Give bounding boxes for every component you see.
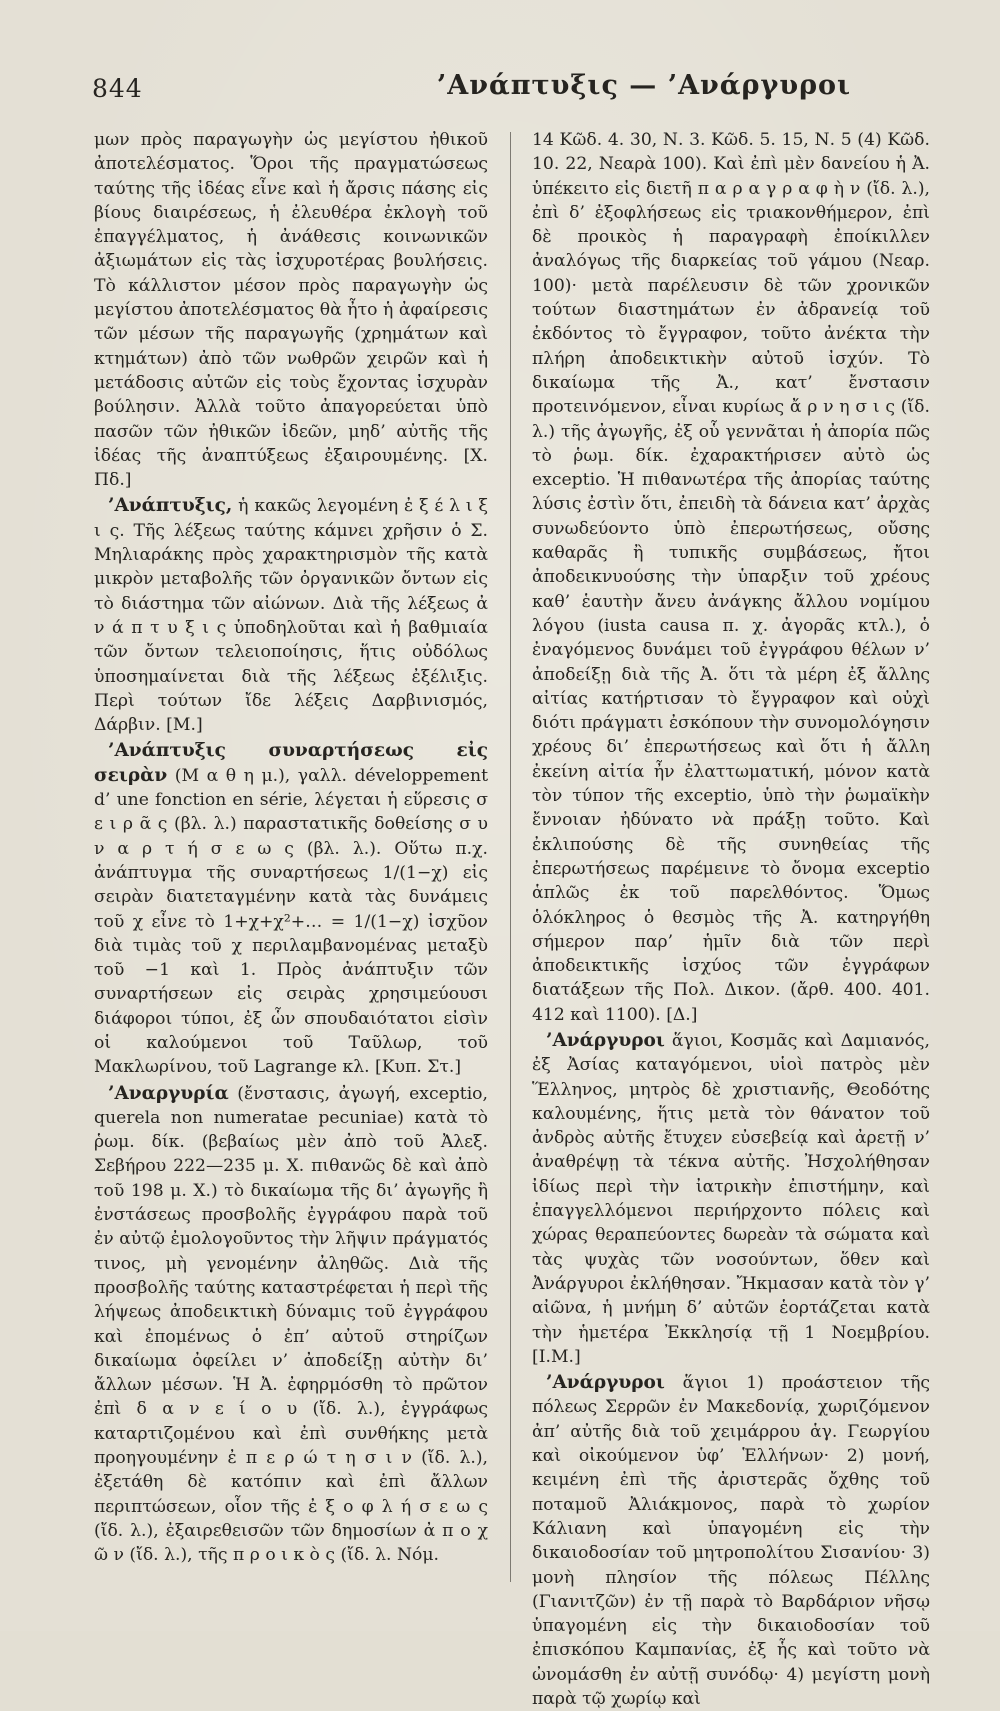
- page-number: 844: [92, 74, 143, 103]
- entry-headword: ’Ανάργυροι: [546, 1029, 665, 1051]
- dictionary-entry: [532, 1029, 930, 1369]
- paragraph: 14 Κῶδ. 4. 30, Ν. 3. Κῶδ. 5. 15, Ν. 5 (4) Κῶδ. 10. 22, Νεαρὰ 100). Καὶ ἐπὶ μὲν δανείου ἡ Ἀ. ὑπέκειτο εἰς διετῆ π α ρ α γ ρ α φ ὴ ν (ἴδ. λ.), ἐπὶ δ’ ἐξοφλήσεως εἰς τριακονθήμερον, ἐπὶ δὲ προικὸς ἡ παραγραφὴ ἐποίκιλλεν ἀναλόγως τῆς διαρκείας τοῦ γάμου (Νεαρ. 100)· μετὰ παρέλευσιν δὲ τῶν χρονικῶν τούτων διαστημάτων ἐν ἀδρανείᾳ τοῦ ἐκδόντος τὸ ἔγγραφον, τοῦτο ἀνέκτα τὴν πλήρη ἀποδεικτικὴν αὐτοῦ ἰσχύν. Τὸ δικαίωμα τῆς Ἀ., κατ’ ἔνστασιν προτεινόμενον, εἶναι κυρίως ἄ ρ ν η σ ι ς (ἴδ. λ.) τῆς ἀγωγῆς, ἐξ οὗ γεννᾶται ἡ ἀπορία πῶς τὸ ῥωμ. δίκ. ἐχαρακτήρισεν αὐτὸ ὡς exceptio. Ἡ πιθανωτέρα τῆς ἀπορίας ταύτης λύσις ἐστὶν ὅτι, ἐπειδὴ τὰ δάνεια κατ’ ἀρχὰς συνωδεύοντο ὑπὸ ἐπερωτήσεως, οὔσης καθαρᾶς ἢ τυπικῆς συμβάσεως, ἤτοι ἀποδεικνυούσης τὴν ὑπαρξιν τοῦ χρέους καθ’ ἑαυτὴν ἄνευ ἀνάγκης ἄλλου νομίμου λόγου (iusta causa π. χ. ἀγορᾶς κτλ.), ὁ ἐναγόμενος δυνάμει τοῦ ἐγγράφου θέλων ν’ ἀποδείξῃ διὰ τῆς Ἀ. ὅτι τὰ μέρη ἐξ ἄλλης αἰτίας κατήρτισαν τὸ ἔγγραφον καὶ οὐχὶ διότι πράγματι ἐσκόπουν τὴν συνομολόγησιν χρέους δι’ ἐπερωτήσεως καὶ ὅτι ἡ ἄλλη ἐκείνη αἰτία ἦν ἐλαττωματική, μόνον κατὰ τὸν τύπον τῆς exceptio, ὑπὸ τὴν ῥωμαϊκὴν ἔννοιαν ἠδύνατο νὰ πράξῃ τοῦτο. Καὶ ἐκλιπούσης δὲ τῆς συνηθείας τῆς ἐπερωτήσεως παρέμεινε τὸ ὄνομα exceptio ἁπλῶς ἐκ τοῦ παρελθόντος. Ὅμως ὁλόκληρος ὁ θεσμὸς τῆς Ἀ. κατηργήθη σήμερον παρ’ ἡμῖν διὰ τῶν περὶ ἀποδεικτικῆς ἰσχύος τῶν ἐγγράφων διατάξεων τῆς Πολ. Δικον. (ἄρθ. 400. 401. 412 καὶ 1100). [Δ.]: [532, 130, 930, 1025]
- entry-text: ἅγιοι 1) προάστειον τῆς πόλεως Σερρῶν ἐν Μακεδονίᾳ, χωριζόμενον ἀπ’ αὐτῆς διὰ τοῦ χειμάρρου ἁγ. Γεωργίου καὶ οἰκούμενον ὑφ’ Ἑλλήνων· 2) μονή, κειμένη ἐπὶ τῆς ἀριστερᾶς ὄχθης τοῦ ποταμοῦ Ἀλιάκμονος, παρὰ τὸ χωρίον Κάλιανη καὶ ὑπαγομένη εἰς τὴν δικαιοδοσίαν τοῦ μητροπολίτου Σισανίου· 3) μονὴ πλησίον τῆς πόλεως Πέλλης (Γιανιτζῶν) ἐν τῇ παρὰ τὸ Βαρδάριον νῆσῳ ὑπαγομένη εἰς τὴν δικαιοδοσίαν τοῦ ἐπισκόπου Καμπανίας, ἐξ ἧς καὶ τοῦτο νὰ ὠνομάσθη ἐν αὐτῇ συνόδῳ· 4) μεγίστη μονὴ παρὰ τῷ χωρίῳ καὶ: [532, 1373, 930, 1709]
- right-column: [532, 128, 930, 1711]
- dictionary-entry: [94, 739, 488, 1079]
- column-divider: [510, 132, 511, 1582]
- entry-headword: ’Ανάπτυξις συναρτήσεως εἰς σειρὰν: [94, 740, 488, 786]
- entry-headword: ’Ανάπτυξις,: [108, 495, 233, 517]
- entry-text: (ἔνστασις, ἀγωγή, exceptio, querela non numeratae pecuniae) κατὰ τὸ ῥωμ. δίκ. (βεβαίως μὲν ἀπὸ τοῦ Ἀλεξ. Σεβήρου 222—235 μ. Χ. πιθανῶς δὲ καὶ ἀπὸ τοῦ 198 μ. Χ.) τὸ δικαίωμα τῆς δι’ ἀγωγῆς ἢ ἐνστάσεως προσβολῆς ἐγγράφου παρὰ τοῦ ἐν αὐτῷ ἐμολογοῦντος τὴν λῆψιν πράγματός τινος, μὴ γενομένην ἀληθῶς. Διὰ τῆς προσβολῆς ταύτης καταστρέφεται ἡ περὶ τῆς λήψεως ἀποδεικτικὴ δύναμις τοῦ ἐγγράφου καὶ ἐπομένως ὁ ἐπ’ αὐτοῦ στηρίζων δικαίωμα ὀφείλει ν’ ἀποδείξῃ αὐτὴν δι’ ἄλλων μέσων. Ἡ Ἀ. ἐφηρμόσθη τὸ πρῶτον ἐπὶ δ α ν ε ί ο υ (ἴδ. λ.), ἐγγράφως καταρτιζομένου καὶ ἐπὶ συνθήκης μετὰ προηγουμένην ἐ π ε ρ ώ τ η σ ι ν (ἴδ. λ.), ἐξετάθη δὲ κατόπιν καὶ ἐπὶ ἄλλων περιπτώσεων, οἷον τῆς ἐ ξ ο φ λ ή σ ε ω ς (ἴδ. λ.), ἐξαιρεθεισῶν τῶν δημοσίων ἀ π ο χ ῶ ν (ἴδ. λ.), τῆς π ρ ο ι κ ὸ ς (ἴδ. λ. Νόμ.: [94, 1083, 488, 1566]
- entry-text: (Μ α θ η μ.), γαλλ. développement d’ une fonction en série, λέγεται ἡ εὕρεσις σ ε ι ρ ᾶ ς (βλ. λ.) παραστατικῆς δοθείσης σ υ ν α ρ τ ή σ ε ω ς (βλ. λ.). Οὕτω π.χ. ἀνάπτυγμα τῆς συναρτήσεως 1/(1−χ) εἰς σειρὰν διατεταγμένην κατὰ τὰς δυνάμεις τοῦ χ εἶνε τὸ 1+χ+χ²+… = 1/(1−χ) ἰσχῦον διὰ τιμὰς τοῦ χ περιλαμβανομένας μεταξὺ τοῦ −1 καὶ 1. Πρὸς ἀνάπτυξιν τῶν συναρτήσεων εἰς σειρὰς χρησιμεύουσι διάφοροι τύποι, ἐξ ὧν σπουδαιότατοι εἰσὶν οἱ καλούμενοι τοῦ Ταῦλωρ, τοῦ Μακλωρίνου, τοῦ Lagrange κλ. [Κυπ. Στ.]: [94, 765, 488, 1078]
- left-column: [94, 128, 488, 1568]
- running-head: ’Ανάπτυξις — ’Ανάργυροι: [436, 70, 852, 101]
- entry-text: ἅγιοι, Κοσμᾶς καὶ Δαμιανός, ἐξ Ἀσίας καταγόμενοι, υἱοὶ πατρὸς μὲν Ἕλληνος, μητρὸς δὲ χριστιανῆς, Θεοδότης καλουμένης, ἥτις μετὰ τὸν θάνατον τοῦ ἀνδρὸς αὐτῆς ἔτυχεν εὐσεβείᾳ καὶ ἀρετῇ ν’ ἀναθρέψῃ τὰ τέκνα αὐτῆς. Ἠσχολήθησαν ἰδίως περὶ τὴν ἰατρικὴν ἐπιστήμην, καὶ ἐπαγγελλόμενοι περιήρχοντο πόλεις καὶ χώρας θεραπεύοντες δωρεὰν τὰ σώματα καὶ τὰς ψυχὰς τῶν νοσούντων, ὅθεν καὶ Ἀνάργυροι ἐκλήθησαν. Ἤκμασαν κατὰ τὸν γ’ αἰῶνα, ἡ μνήμη δ’ αὐτῶν ἑορτάζεται κατὰ τὴν ἡμετέρα Ἐκκλησίᾳ τῇ 1 Νοεμβρίου. [Ι.Μ.]: [532, 1030, 930, 1367]
- entry-text: ἡ κακῶς λεγομένη ἐ ξ έ λ ι ξ ι ς. Τῆς λέξεως ταύτης κάμνει χρῆσιν ὁ Σ. Μηλιαράκης πρὸς χαρακτηρισμὸν τῆς κατὰ μικρὸν μεταβολῆς τῶν ὀργανικῶν ὄντων εἰς τὸ διάστημα τῶν αἰώνων. Διὰ τῆς λέξεως ἀ ν ά π τ υ ξ ι ς ὑποδηλοῦται καὶ ἡ βαθμιαία τῶν ὄντων τελειοποίησις, ἥτις οὐδόλως ὑποσημαίνεται διὰ τῆς λέξεως ἐξέλιξις. Περὶ τούτων ἴδε λέξεις Δαρβινισμός, Δάρβιν. [Μ.]: [94, 496, 488, 736]
- dictionary-entry: [94, 494, 488, 737]
- dictionary-entry: [532, 1371, 930, 1711]
- entry-headword: ’Ανάργυροι: [546, 1372, 665, 1394]
- dictionary-entry: [94, 1082, 488, 1568]
- entry-headword: ’Αναργυρία: [108, 1082, 229, 1104]
- paragraph: μων πρὸς παραγωγὴν ὡς μεγίστου ἠθικοῦ ἀποτελέσματος. Ὅροι τῆς πραγματώσεως ταύτης τῆς ἰδέας εἶνε καὶ ἡ ἄρσις πάσης εἰς βίους διαιρέσεως, ἡ ἐλευθέρα ἐκλογὴ τοῦ ἐπαγγέλματος, ἡ ἀνάθεσις κοινωνικῶν ἀξιωμάτων εἰς τὰς ἰσχυροτέρας βουλήσεις. Τὸ κάλλιστον μέσον πρὸς παραγωγὴν ὡς μεγίστου ἀποτελέσματος θὰ ἦτο ἡ ἀφαίρεσις τῶν μέσων τῆς παραγωγῆς (χρημάτων καὶ κτημάτων) ἀπὸ τῶν νωθρῶν χειρῶν καὶ ἡ μετάδοσις αὐτῶν εἰς τοὺς ἔχοντας ἰσχυρὰν βούλησιν. Ἀλλὰ τοῦτο ἀπαγορεύεται ὑπὸ πασῶν τῶν ἠθικῶν ἰδεῶν, μηδ’ αὐτῆς τῆς ἰδέας τῆς ἀναπτύξεως ἐξαιρουμένης. [Χ. Πδ.]: [94, 130, 488, 491]
- page-header: [92, 70, 936, 110]
